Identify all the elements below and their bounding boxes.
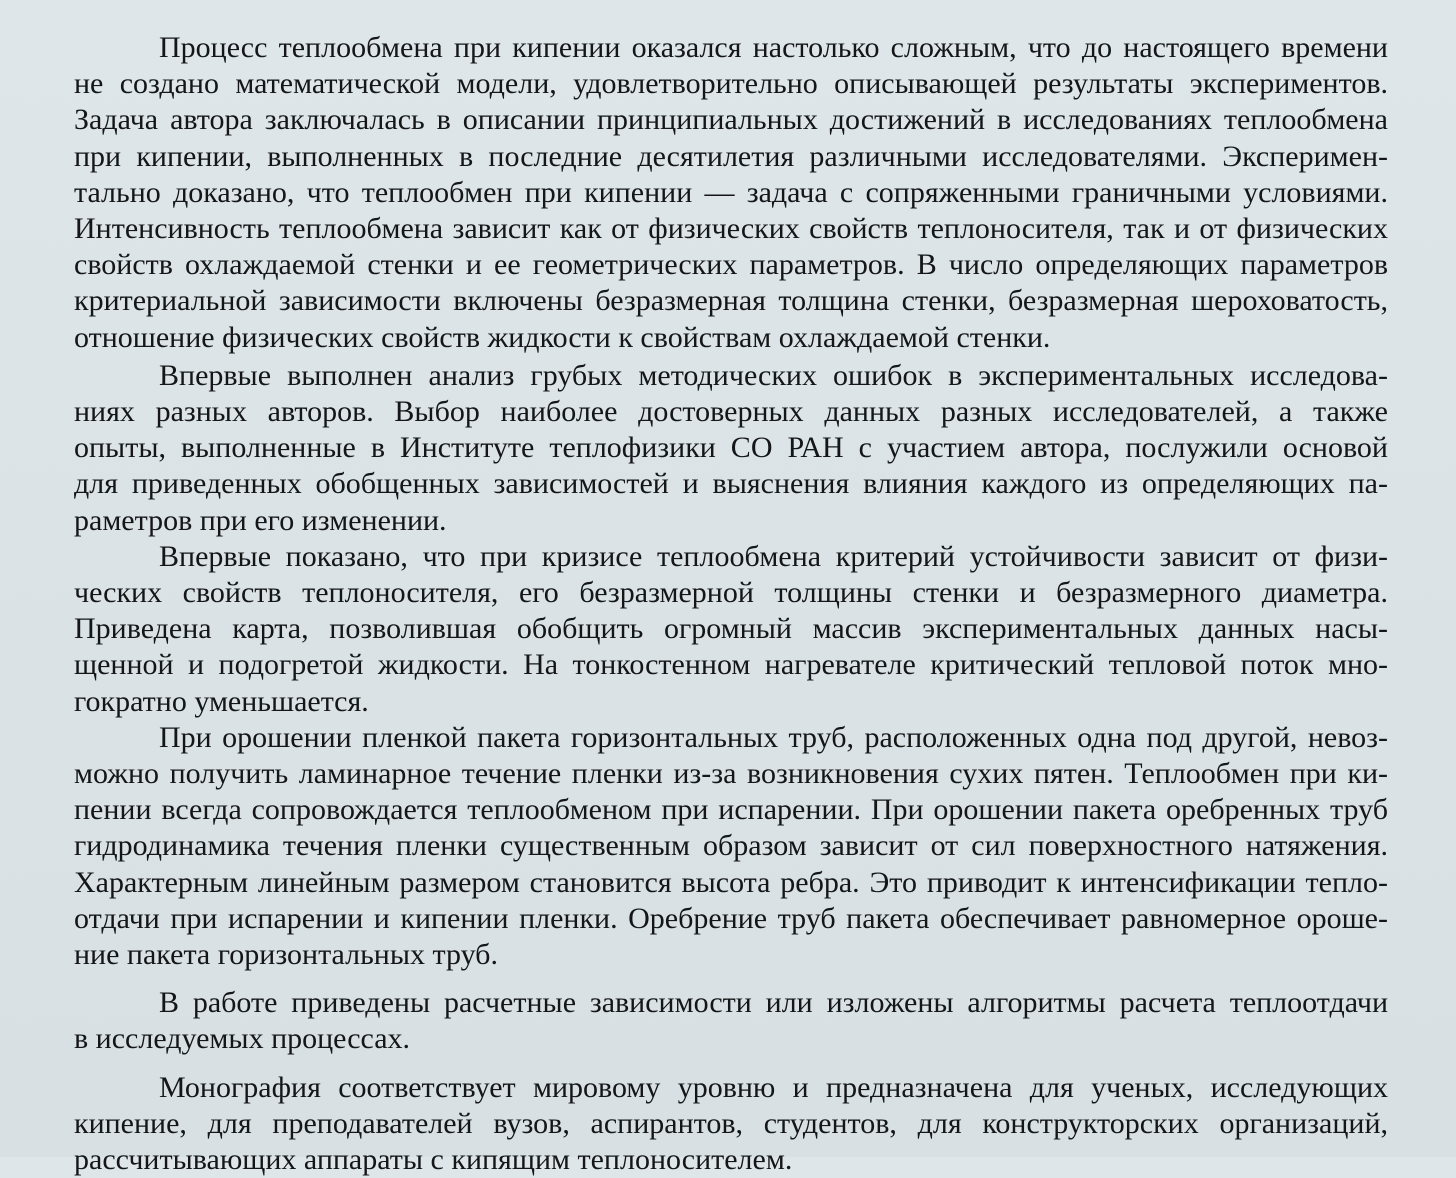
text-line: Интенсивность теплообмена зависит как от физических свойств теплоносителя, так и от физических — [74, 212, 1388, 246]
text-line: гократно уменьшается. — [74, 684, 369, 718]
text-line: свойств охлаждаемой стенки и ее геометрических параметров. В число определяющих параметров — [74, 248, 1388, 282]
text-line: отношение физических свойств жидкости к свойствам охлаждаемой стенки. — [74, 320, 1051, 354]
paragraph-6 — [74, 1070, 1388, 1178]
text-line: ниях разных авторов. Выбор наиболее достоверных данных разных исследователей, а также — [74, 395, 1388, 429]
paragraph-5 — [74, 985, 1388, 1057]
text-line: Процесс теплообмена при кипении оказался настолько сложным, что до настоящего времени — [159, 31, 1388, 64]
text-line: опыты, выполненные в Институте теплофизики СО РАН с участием автора, послужили основой — [74, 431, 1388, 465]
text-line: ческих свойств теплоносителя, его безразмерной толщины стенки и безразмерного диаметра. — [74, 576, 1388, 610]
text-line: при кипении, выполненных в последние десятилетия различными исследователями. Эксперимен- — [74, 139, 1388, 173]
text-line: пении всегда сопровождается теплообменом при испарении. При орошении пакета оребренных труб — [74, 793, 1388, 827]
paragraph-2 — [74, 358, 1388, 539]
text-line: Монография соответствует мировому уровню и предназначена для ученых, исследующих — [159, 1070, 1388, 1104]
text-line: можно получить ламинарное течение пленки из-за возникновения сухих пятен. Теплообмен при ки- — [74, 757, 1388, 791]
text-line: рассчитывающих аппараты с кипящим теплоносителем. — [74, 1143, 793, 1177]
text-line: для приведенных обобщенных зависимостей и выяснения влияния каждого из определяющих па- — [74, 467, 1388, 501]
text-line: В работе приведены расчетные зависимости или изложены алгоритмы расчета теплоотдачи — [159, 986, 1388, 1020]
text-line: При орошении пленкой пакета горизонтальных труб, расположенных одна под другой, невоз- — [159, 720, 1388, 754]
paragraph-4 — [74, 720, 1388, 973]
text-line: гидродинамика течения пленки существенным образом зависит от сил поверхностного натяжения. — [74, 829, 1388, 863]
text-line: Приведена карта, позволившая обобщить огромный массив экспериментальных данных насы- — [74, 612, 1388, 646]
text-line: щенной и подогретой жидкости. На тонкостенном нагревателе критический тепловой поток мно- — [74, 648, 1388, 682]
text-line: отдачи при испарении и кипении пленки. Оребрение труб пакета обеспечивает равномерное ороше- — [74, 901, 1388, 935]
text-line: раметров при его изменении. — [74, 503, 447, 537]
text-line: в исследуемых процессах. — [74, 1022, 411, 1056]
text-line: Впервые выполнен анализ грубых методических ошибок в экспериментальных исследова- — [159, 358, 1388, 392]
text-line: Характерным линейным размером становится высота ребра. Это приводит к интенсификации тепло- — [74, 865, 1388, 899]
text-line: ние пакета горизонтальных труб. — [74, 938, 498, 972]
paragraph-3 — [74, 539, 1388, 720]
text-line: кипение, для преподавателей вузов, аспирантов, студентов, для конструкторских организаций, — [74, 1106, 1388, 1140]
text-line: Задача автора заключалась в описании принципиальных достижений в исследованиях теплообмена — [74, 103, 1388, 137]
text-line: критериальной зависимости включены безразмерная толщина стенки, безразмерная шероховатость, — [74, 284, 1388, 318]
text-line: тально доказано, что теплообмен при кипении — задача с сопряженными граничными условиями. — [74, 175, 1388, 209]
text-line: Впервые показано, что при кризисе теплообмена критерий устойчивости зависит от физи- — [159, 539, 1388, 573]
paragraph-1 — [74, 30, 1388, 356]
text-line: не создано математической модели, удовлетворительно описывающей результаты экспериментов. — [74, 67, 1388, 101]
